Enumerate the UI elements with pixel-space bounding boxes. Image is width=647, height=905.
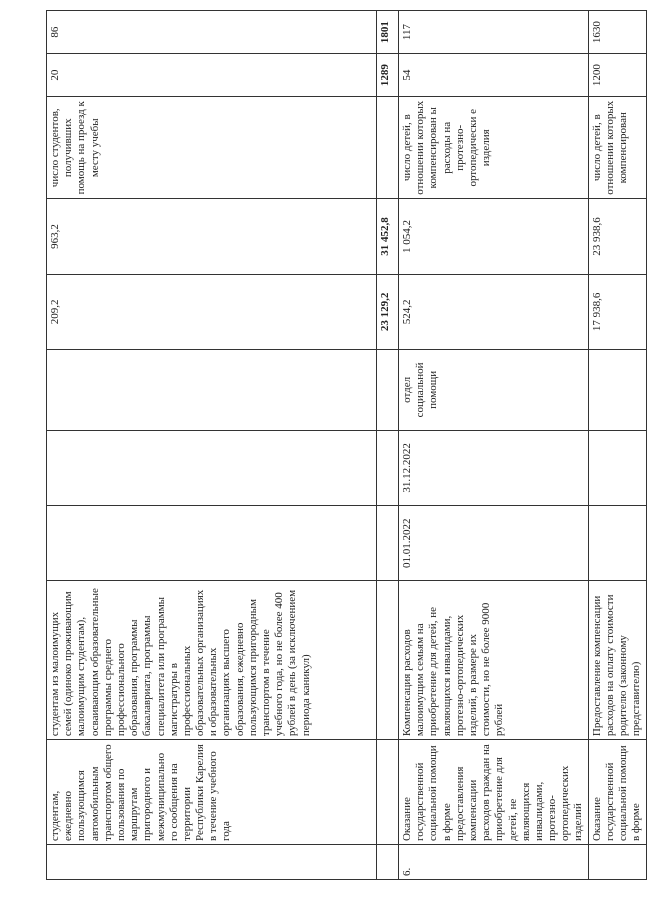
- amount-2: 23 938,6: [588, 199, 646, 274]
- end-date: 31.12.2022: [399, 430, 589, 505]
- executor: [377, 350, 399, 431]
- end-date: [47, 430, 377, 505]
- start-date: [377, 506, 399, 581]
- indicator-value-2: 86: [47, 11, 377, 54]
- subtotal-amount-2: 31 452,8: [377, 199, 399, 274]
- executor: [47, 350, 377, 431]
- table-row: [399, 11, 589, 880]
- amount-1: 209,2: [47, 274, 377, 349]
- indicator-description: число детей, в отношении которых компенсирован: [588, 97, 646, 199]
- start-date: 01.01.2022: [399, 506, 589, 581]
- subtotal-indicator-2: 1801: [377, 11, 399, 54]
- indicator-value-1: 54: [399, 54, 589, 97]
- subtotal-indicator-1: 1289: [377, 54, 399, 97]
- row-number: [377, 845, 399, 880]
- amount-2: 963,2: [47, 199, 377, 274]
- indicator-value-2: 1630: [588, 11, 646, 54]
- measure-name: [377, 740, 399, 845]
- measure-description: [377, 581, 399, 740]
- row-number: [588, 845, 646, 880]
- measure-description: Предоставление компенсации расходов на оплату стоимости родителю (законному представителю): [588, 581, 646, 740]
- measure-name: Оказание государственной социальной помощи в форме: [588, 740, 646, 845]
- measure-name: студентам, ежедневно пользующимся автомобильным транспортом общего пользования по маршрутам пригородного и межмуниципально го сообщения на территории Республики Карелия в течение учебного года: [47, 740, 377, 845]
- program-table: [46, 10, 647, 880]
- end-date: [588, 430, 646, 505]
- indicator-value-1: 20: [47, 54, 377, 97]
- indicator-value-2: 117: [399, 11, 589, 54]
- start-date: [588, 506, 646, 581]
- end-date: [377, 430, 399, 505]
- measure-description: студентам из малоимущих семей (одиноко проживающим малоимущим студентам), осваивающим образовательные программы среднего профессионального образования, программы бакалавриата, программы специалитета или программы магистратуры в профессиональных образовательных организациях и образовательных организациях высшего образования, ежедневно пользующимся пригородным транспортом в течение учебного года, но не более 400 рублей в день (за исключением периода каникул): [47, 581, 377, 740]
- subtotal-amount-1: 23 129,2: [377, 274, 399, 349]
- executor: отдел социальной помощи: [399, 350, 589, 431]
- amount-1: 17 938,6: [588, 274, 646, 349]
- executor: [588, 350, 646, 431]
- indicator-value-1: 1200: [588, 54, 646, 97]
- row-number: [47, 845, 377, 880]
- amount-1: 524,2: [399, 274, 589, 349]
- measure-name: Оказание государственной социальной помощи в форме предоставления компенсации расходов граждан на приобретение для детей, не являющихся инвалидами, протезно-ортопедических изделий: [399, 740, 589, 845]
- table-row: [377, 11, 399, 880]
- amount-2: 1 054,2: [399, 199, 589, 274]
- measure-description: Компенсация расходов малоимущим семьям на приобретение для детей, не являющихся инвалидами, протезно-ортопедических изделий, в размере их стоимости, но не более 9000 рублей: [399, 581, 589, 740]
- indicator-description: [377, 97, 399, 199]
- rotated-table-wrapper: [46, 10, 643, 880]
- table-row: [588, 11, 646, 880]
- indicator-description: число студентов, получивших помощь на проезд к месту учебы: [47, 97, 377, 199]
- start-date: [47, 506, 377, 581]
- table-row: [47, 11, 377, 880]
- indicator-description: число детей, в отношении которых компенсирован ы расходы на протезно-ортопедически е изделия: [399, 97, 589, 199]
- row-number: 6.: [399, 845, 589, 880]
